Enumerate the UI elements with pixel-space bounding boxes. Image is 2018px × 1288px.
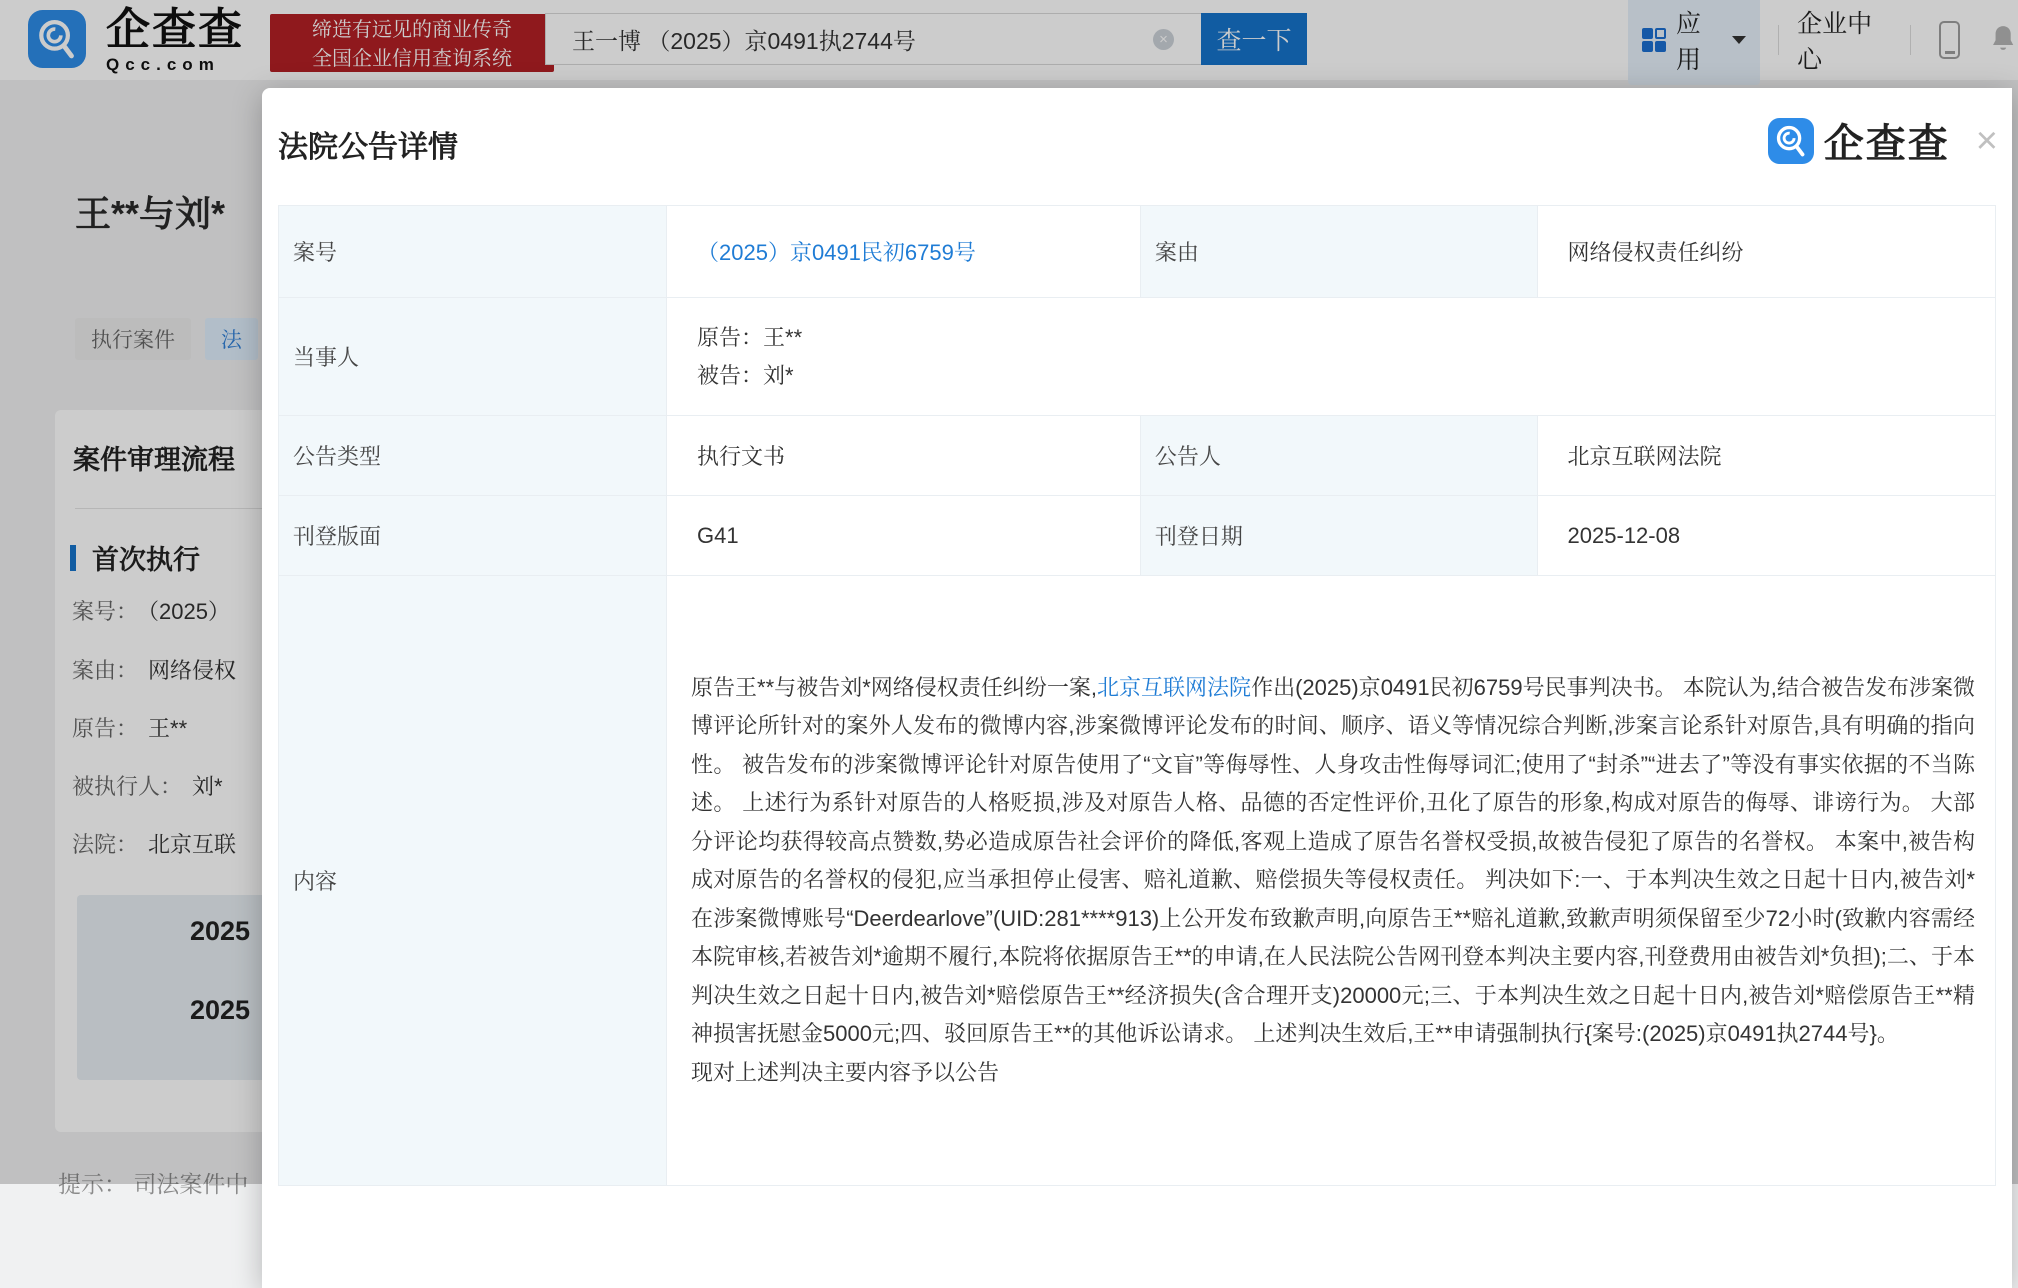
bg-field-case-no: 案号： （2025） xyxy=(72,595,230,626)
modal-brand xyxy=(1768,112,1998,169)
tag-court[interactable]: 法 xyxy=(205,318,258,360)
page-label: 刊登版面 xyxy=(279,496,667,576)
timeline-year: 2025 xyxy=(190,995,250,1026)
announcement-content xyxy=(691,669,1975,1054)
type-label: 公告类型 xyxy=(279,416,667,496)
first-execution-label: 首次执行 xyxy=(92,538,200,577)
defendant-line: 被告：刘* xyxy=(697,357,1975,395)
qcc-logo-icon xyxy=(1768,118,1814,164)
clear-search-icon[interactable]: × xyxy=(1153,29,1174,50)
bg-field-cause: 案由： 网络侵权 xyxy=(72,654,236,685)
slogan-line2: 全国企业信用查询系统 xyxy=(270,45,554,74)
table-row-parties xyxy=(279,298,1996,416)
modal-header xyxy=(262,88,2012,205)
slogan-line1: 缔造有远见的商业传奇 xyxy=(270,16,554,45)
modal-title: 法院公告详情 xyxy=(278,122,458,166)
content-footer: 现对上述判决主要内容予以公告 xyxy=(691,1054,1975,1093)
content-label: 内容 xyxy=(279,576,667,1186)
cause-value: 网络侵权责任纠纷 xyxy=(1537,206,1995,298)
bg-field-court: 法院： 北京互联 xyxy=(72,828,236,859)
brand-name: 企查查 xyxy=(106,6,244,54)
bg-field-plaintiff: 原告： 王** xyxy=(72,712,187,743)
search-button[interactable]: 查一下 xyxy=(1201,13,1307,65)
brand-domain: Qcc.com xyxy=(106,55,244,75)
party-value xyxy=(667,298,1996,416)
date-label: 刊登日期 xyxy=(1140,496,1537,576)
close-icon[interactable]: × xyxy=(1976,122,1998,160)
announcer-label: 公告人 xyxy=(1140,416,1537,496)
page-value: G41 xyxy=(667,496,1141,576)
plaintiff-line: 原告：王** xyxy=(697,319,1975,357)
table-row-type xyxy=(279,416,1996,496)
table-row-publication xyxy=(279,496,1996,576)
cause-label: 案由 xyxy=(1140,206,1537,298)
case-no-link[interactable]: （2025）京0491民初6759号 xyxy=(697,240,976,265)
timeline-year: 2025 xyxy=(190,916,250,947)
table-row-content xyxy=(279,576,1996,1186)
court-announcement-modal xyxy=(262,88,2012,1288)
party-label: 当事人 xyxy=(279,298,667,416)
announcer-value: 北京互联网法院 xyxy=(1537,416,1995,496)
apps-label: 应用 xyxy=(1676,4,1720,76)
case-no-value xyxy=(667,206,1141,298)
bg-field-executee: 被执行人： 刘* xyxy=(72,770,223,801)
announcement-detail-table xyxy=(278,205,1996,1186)
case-page-title: 王**与刘* xyxy=(75,186,225,237)
modal-brand-name: 企查查 xyxy=(1824,112,1950,169)
table-row-case-no xyxy=(279,206,1996,298)
enterprise-center-link[interactable]: 企业中心 xyxy=(1797,4,1892,76)
content-pre: 原告王**与被告刘*网络侵权责任纠纷一案, xyxy=(691,675,1097,700)
court-link[interactable]: 北京互联网法院 xyxy=(1097,675,1251,700)
case-no-label: 案号 xyxy=(279,206,667,298)
content-post: 作出(2025)京0491民初6759号民事判决书。 本院认为,结合被告发布涉案微博评论所针对的案外人发布的微博内容,涉案微博评论发布的时间、顺序、语义等情况综合判断,涉案言论系针对原告,具有明确的指向性。 被告发布的涉案微博评论针对原告使用了“文盲”等侮辱性、人身攻击性侮辱词汇;使用了“封杀”“进去了”等没有事实依据的不当陈述。 上述行为系针对原告的人格贬损,涉及对原告人格、品德的否定性评价,丑化了原告的形象,构成对原告的侮辱、诽谤行为。 大部分评论均获得较高点赞数,势必造成原告社会评价的降低,客观上造成了原告名誉权受损,故被告侵犯了原告的名誉权。 本案中,被告构成对原告的名誉权的侵犯,应当承担停止侵害、赔礼道歉、赔偿损失等侵权责任。 判决如下:一、于本判决生效之日起十日内,被告刘*在涉案微博账号“Deerdearlove”(UID:281****913)上公开发布致歉声明,向原告王**赔礼道歉,致歉声明须保留至少72小时(致歉内容需经本院审核,若被告刘*逾期不履行,本院将依据原告王**的申请,在人民法院公告网刊登本判决主要内容,刊登费用由被告刘*负担);二、于本判决生效之日起十日内,被告刘*赔偿原告王**经济损失(含合理开支)20000元;三、于本判决生效之日起十日内,被告刘*赔偿原告王**精神损害抚慰金5000元;四、驳回原告王**的其他诉讼请求。 上述判决生效后,王**申请强制执行{案号:(2025)京0491执2744号}。 xyxy=(691,675,1975,1047)
type-value: 执行文书 xyxy=(667,416,1141,496)
page-hint-text: 提示： 司法案件中 xyxy=(58,1166,248,1199)
tag-execution-case[interactable]: 执行案件 xyxy=(75,318,191,360)
date-value: 2025-12-08 xyxy=(1537,496,1995,576)
case-flow-card-title: 案件审理流程 xyxy=(73,438,235,477)
content-value xyxy=(667,576,1996,1186)
